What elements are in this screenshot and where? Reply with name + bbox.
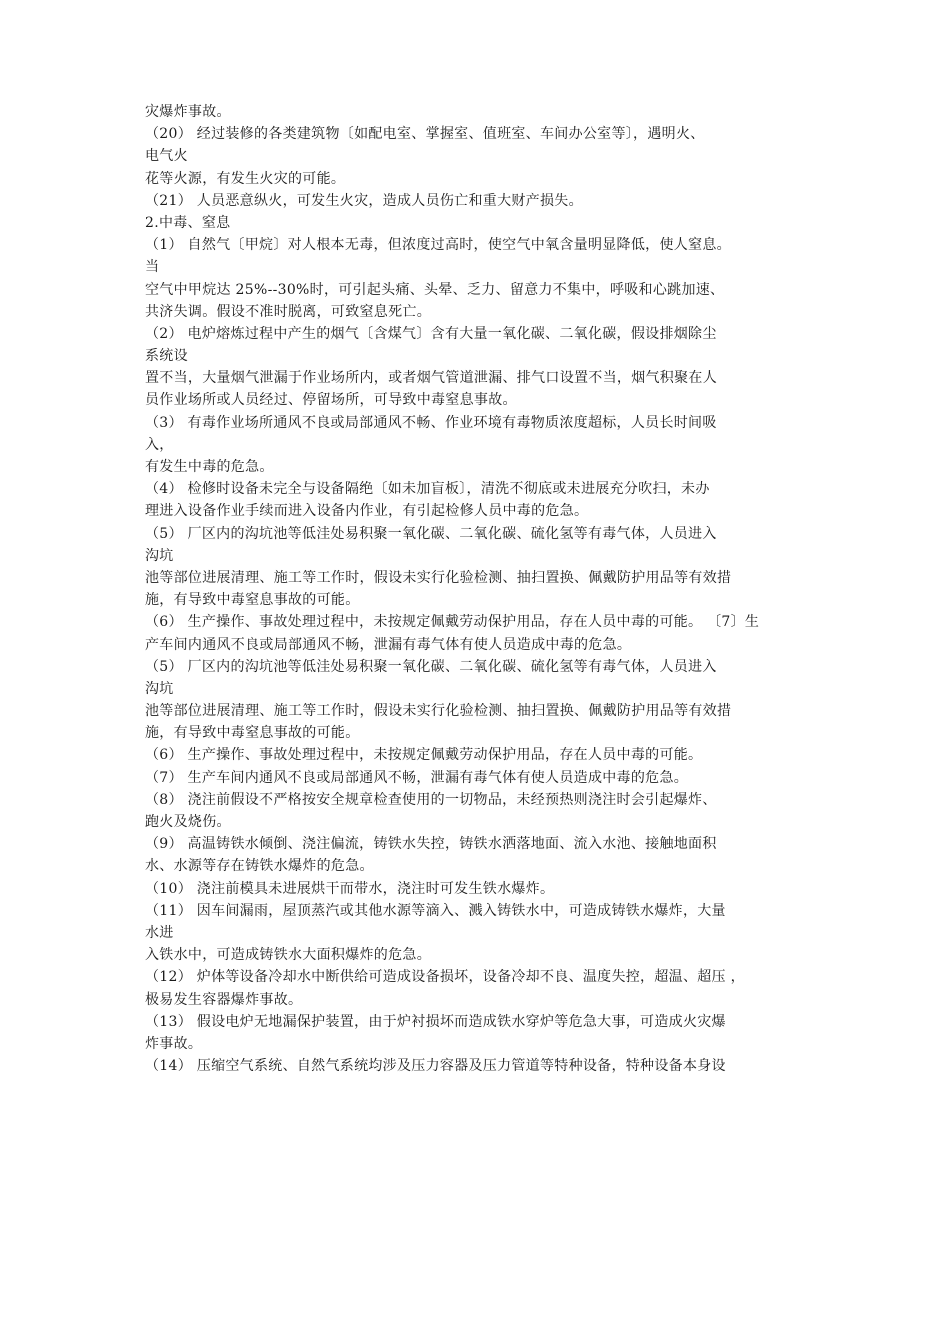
text-line: （10） 浇注前模具未进展烘干而带水，浇注时可发生铁水爆炸。: [145, 880, 555, 897]
text-line: （7） 生产车间内通风不良或局部通风不畅，泄漏有毒气体有使人员造成中毒的危急。: [145, 769, 689, 786]
text-line: （14） 压缩空气系统、自然气系统均涉及压力容器及压力管道等特种设备，特种设备本身设: [145, 1058, 726, 1075]
text-line: 沟坑: [145, 547, 174, 564]
text-line: 产车间内通风不良或局部通风不畅，泄漏有毒气体有使人员造成中毒的危急。: [145, 636, 632, 653]
text-line: 池等部位进展清理、施工等工作时，假设未实行化验检测、抽扫置换、佩戴防护用品等有效措: [145, 569, 732, 586]
text-line: （3） 有毒作业场所通风不良或局部通风不畅、作业环境有毒物质浓度超标，人员长时间吸: [145, 414, 717, 431]
text-line: 有发生中毒的危急。: [145, 459, 274, 475]
text-line: 入，: [145, 436, 174, 453]
text-line: 灾爆炸事故。: [145, 104, 231, 120]
text-line: 沟坑: [145, 680, 174, 697]
text-line: 花等火源，有发生火灾的可能。: [145, 170, 346, 187]
text-line: （8） 浇注前假设不严格按安全规章检查使用的一切物品，未经预热则浇注时会引起爆炸、: [145, 791, 717, 808]
text-line: 理进入设备作业手续而进入设备内作业，有引起检修人员中毒的危急。: [145, 503, 589, 520]
text-line: 员作业场所或人员经过、停留场所，可导致中毒窒息事故。: [145, 392, 517, 409]
text-line: （2） 电炉熔炼过程中产生的烟气〔含煤气〕含有大量一氧化碳、二氧化碳，假设排烟除尘: [145, 325, 717, 342]
text-line: （9） 高温铸铁水倾倒、浇注偏流，铸铁水失控，铸铁水洒落地面、流入水池、接触地面积: [145, 836, 717, 853]
text-line: （6） 生产操作、事故处理过程中，未按规定佩戴劳动保护用品，存在人员中毒的可能。: [145, 747, 703, 764]
text-line: 池等部位进展清理、施工等工作时，假设未实行化验检测、抽扫置换、佩戴防护用品等有效措: [145, 703, 732, 720]
text-line: 电气火: [145, 148, 188, 165]
section-heading: 2.中毒、窒息: [145, 214, 231, 231]
text-line: 跑火及烧伤。: [145, 814, 231, 830]
text-line: 施，有导致中毒窒息事故的可能。: [145, 592, 360, 609]
text-line: 空气中甲烷达 25%--30%时，可引起头痛、头晕、乏力、留意力不集中，呼吸和心跳加速、: [145, 281, 725, 298]
text-line: （13） 假设电炉无地漏保护装置，由于炉衬损坏而造成铁水穿炉等危急大事，可造成火灾爆: [145, 1013, 726, 1030]
text-line: （5） 厂区内的沟坑池等低洼处易积聚一氧化碳、二氧化碳、硫化氢等有毒气体，人员进入: [145, 658, 717, 675]
text-line: （21） 人员恶意纵火，可发生火灾，造成人员伤亡和重大财产损失。: [145, 192, 583, 209]
text-line: 极易发生容器爆炸事故。: [145, 991, 303, 1008]
text-line: （11） 因车间漏雨，屋顶蒸汽或其他水源等滴入、溅入铸铁水中，可造成铸铁水爆炸，大量: [145, 902, 726, 919]
text-line: 入铁水中，可造成铸铁水大面积爆炸的危急。: [145, 947, 431, 964]
text-line: 共济失调。假设不准时脱离，可致窒息死亡。: [145, 303, 431, 320]
text-line: 施，有导致中毒窒息事故的可能。: [145, 725, 360, 742]
text-line: 水、水源等存在铸铁水爆炸的危急。: [145, 858, 374, 875]
text-line: （1） 自然气〔甲烷〕对人根本无毒，但浓度过高时，使空气中氧含量明显降低，使人窒息。: [145, 237, 731, 254]
text-line: 当: [145, 259, 160, 276]
text-line: （12） 炉体等设备冷却水中断供给可造成设备损坏，设备冷却不良、温度失控，超温、超压 ，: [145, 969, 745, 986]
document-body: [145, 101, 815, 1077]
text-line: 炸事故。: [145, 1035, 203, 1052]
text-line: （5） 厂区内的沟坑池等低洼处易积聚一氧化碳、二氧化碳、硫化氢等有毒气体，人员进入: [145, 525, 717, 542]
text-line: （6） 生产操作、事故处理过程中，未按规定佩戴劳动保护用品，存在人员中毒的可能。 〔7〕生: [145, 614, 760, 631]
text-line: 水进: [145, 924, 174, 941]
text-line: （20） 经过装修的各类建筑物〔如配电室、掌握室、值班室、车间办公室等〕，遇明火、: [145, 126, 705, 143]
text-line: 系统设: [145, 348, 188, 365]
text-line: （4） 检修时设备未完全与设备隔绝〔如未加盲板〕，清洗不彻底或未进展充分吹扫，未办: [145, 481, 710, 498]
text-line: 置不当，大量烟气泄漏于作业场所内，或者烟气管道泄漏、排气口设置不当，烟气积聚在人: [145, 370, 717, 387]
